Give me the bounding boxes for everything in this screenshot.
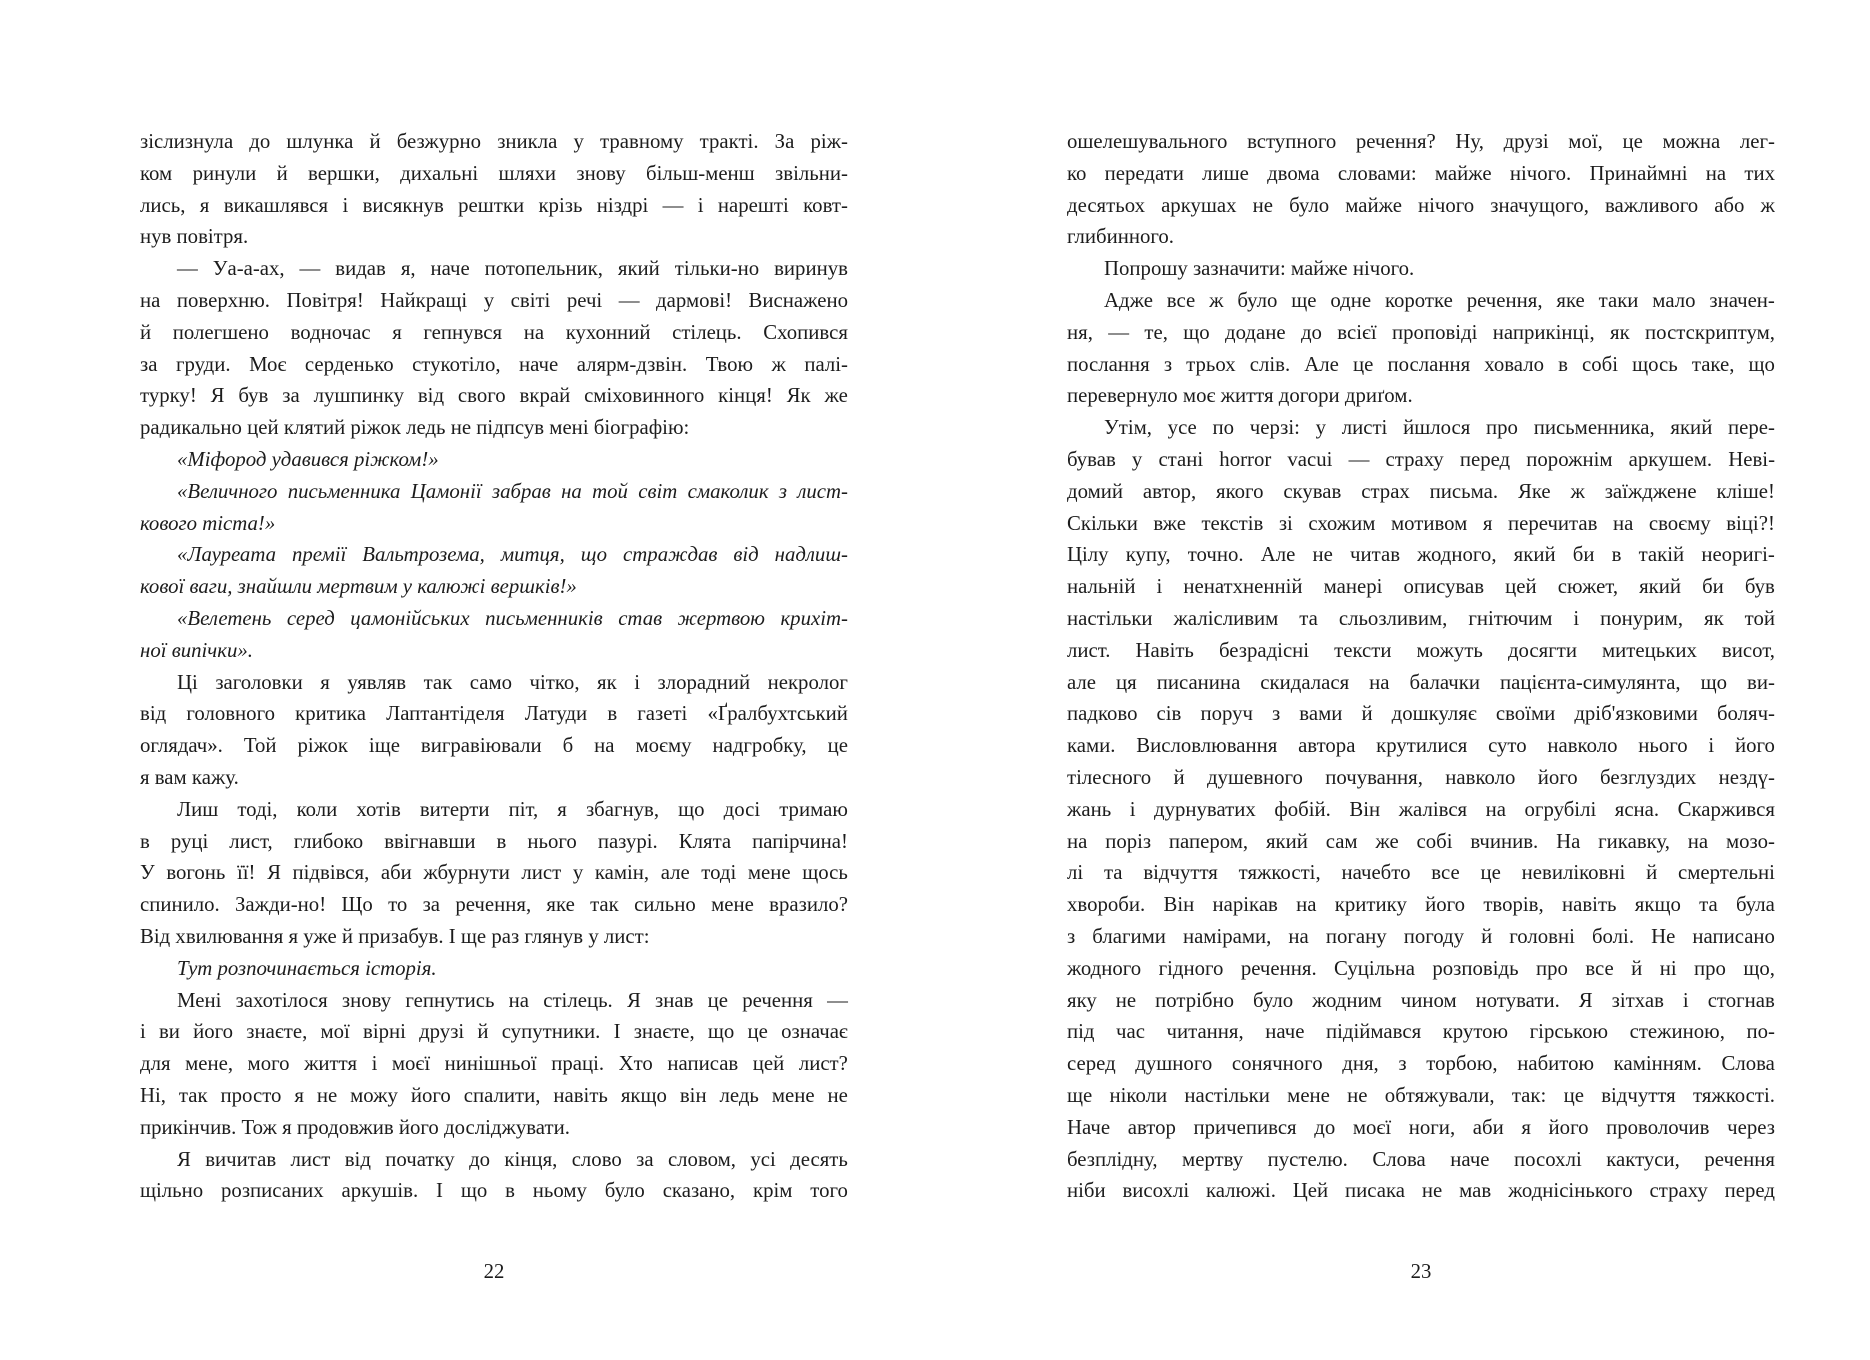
text-line: турку! Я був за лушпинку від свого вкрай сміховинного кінця! Як же [140, 384, 848, 408]
text-line: кового тіста!» [140, 511, 276, 535]
text-line: кової ваги, знайшли мертвим у калюжі вершків!» [140, 575, 577, 599]
text-line: Тут розпочинається історія. [177, 956, 437, 980]
text-line: послання з трьох слів. Але це послання ховало в собі щось таке, що [1067, 352, 1775, 376]
text-line: й полегшено водночас я гепнувся на кухонний стілець. Схопився [140, 320, 848, 344]
text-line: в руці лист, глибоко ввігнавши в нього пазурі. Клята папірчина! [140, 829, 848, 853]
text-line: ком ринули й вершки, дихальні шляхи знову більш-менш звільни- [140, 161, 848, 185]
text-line: ще ніколи настільки мене не обтяжували, так: це відчуття тяжкості. [1067, 1083, 1775, 1107]
text-line: «Міфород удавився ріжком!» [177, 447, 439, 471]
text-line: Утім, усе по черзі: у листі йшлося про письменника, який пере- [1104, 416, 1775, 440]
text-line: жодного гідного речення. Суцільна розповідь про все й ні про що, [1067, 956, 1775, 980]
text-line: Ці заголовки я уявляв так само чітко, як і злорадний некролог [177, 670, 848, 694]
text-line: для мене, мого життя і моєї нинішньої праці. Хто написав цей лист? [140, 1052, 848, 1076]
text-line: «Величного письменника Цамонії забрав на той світ смаколик з лист- [177, 479, 848, 503]
text-line: ками. Висловлювання автора крутилися суто навколо нього і його [1067, 734, 1775, 758]
text-line: Адже все ж було ще одне коротке речення, яке таки мало значен- [1104, 288, 1775, 312]
text-line: безплідну, мертву пустелю. Слова наче посохлі кактуси, речення [1067, 1147, 1775, 1171]
left-page-text [140, 126, 848, 1207]
text-line: десятьох аркушах не було майже нічого значущого, важливого або ж [1067, 193, 1775, 217]
right-page [1067, 126, 1775, 1283]
text-line: щільно розписаних аркушів. І що в ньому було сказано, крім того [140, 1179, 848, 1203]
text-line: Цілу купу, точно. Але не читав жодного, який би в такій неоригі- [1067, 543, 1775, 567]
right-page-text [1067, 126, 1775, 1207]
text-line: — Уа-а-ах, — видав я, наче потопельник, який тільки-но виринув [177, 257, 848, 281]
text-line: Наче автор причепився до моєї ноги, аби я його проволочив через [1067, 1115, 1775, 1139]
text-line: яку не потрібно було жодним чином нотувати. Я зітхав і стогнав [1067, 988, 1775, 1012]
text-line: зіслизнула до шлунка й безжурно зникла у травному тракті. За ріж- [140, 130, 848, 153]
text-line: «Лауреата премії Вальтрозема, митця, що страждав від надлиш- [177, 543, 848, 567]
text-line: перевернуло моє життя догори дриґом. [1067, 384, 1413, 408]
page-number-left: 22 [483, 1260, 505, 1283]
text-line: Скільки вже текстів зі схожим мотивом я перечитав на своєму віці?! [1067, 511, 1775, 535]
text-line: радикально цей клятий ріжок ледь не підпсув мені біографію: [140, 416, 690, 440]
page-number-right: 23 [1410, 1260, 1432, 1283]
text-line: ної випічки». [140, 638, 253, 662]
text-line: глибинного. [1067, 225, 1174, 249]
text-line: хвороби. Він нарікав на критику його творів, навіть якщо та була [1067, 893, 1775, 917]
text-line: бував у стані horror vacui — страху перед порожнім аркушем. Неві- [1067, 447, 1775, 471]
text-line: прикінчив. Тож я продовжив його досліджувати. [140, 1115, 570, 1139]
text-line: нальній і ненатхненній манері описував цей сюжет, який би був [1067, 575, 1775, 599]
text-line: жань і дурнуватих фобій. Він жалівся на огрубілі ясна. Скаржився [1067, 797, 1775, 821]
text-line: лі та відчуття тяжкості, начебто все це невиліковні й смертельні [1067, 861, 1775, 885]
text-line: серед душного сонячного дня, з торбою, набитою камінням. Слова [1067, 1052, 1775, 1076]
text-line: ніби висохлі калюжі. Цей писака не мав жоднісінького страху перед [1067, 1179, 1775, 1203]
text-line: на поверхню. Повітря! Найкращі у світі речі — дармові! Виснажено [140, 288, 848, 312]
text-line: від головного критика Лаптантіделя Латуди в газеті «Ґралбухтський [140, 702, 848, 726]
text-line: Лиш тоді, коли хотів витерти піт, я збагнув, що досі тримаю [177, 797, 848, 821]
text-line: ошелешувального вступного речення? Ну, друзі мої, це можна лег- [1067, 130, 1775, 153]
text-line: але ця писанина скидалася на балачки пацієнта-симулянта, що ви- [1067, 670, 1775, 694]
text-line: домий автор, якого скував страх письма. Яке ж заїжджене кліше! [1067, 479, 1775, 503]
text-line: на поріз папером, який сам же собі вчинив. На гикавку, на мозо- [1067, 829, 1775, 853]
text-line: Мені захотілося знову гепнутись на стілець. Я знав це речення — [177, 988, 848, 1012]
text-line: з благими намірами, на погану погоду й головні болі. Не написано [1067, 924, 1775, 948]
text-line: падково сів поруч з вами й дошкуляє своїми дріб'язковими боляч- [1067, 702, 1775, 726]
text-line: лись, я викашлявся і висякнув рештки крізь ніздрі — і нарешті ковт- [140, 193, 848, 217]
text-line: за груди. Моє серденько стукотіло, наче алярм-дзвін. Твою ж палі- [140, 352, 848, 376]
text-line: спинило. Зажди-но! Що то за речення, яке так сильно мене вразило? [140, 893, 848, 917]
text-line: ко передати лише двома словами: майже нічого. Принаймні на тих [1067, 161, 1775, 185]
text-line: тілесного й душевного почування, навколо його безглуздих нездү- [1067, 765, 1775, 789]
text-line: лист. Навіть безрадісні тексти можуть досягти митецьких висот, [1067, 638, 1775, 662]
text-line: під час читання, наче підіймався крутою гірською стежиною, по- [1067, 1020, 1775, 1044]
text-line: настільки жалісливим та сльозливим, гнітючим і понурим, як той [1067, 606, 1775, 630]
text-line: У вогонь її! Я підвівся, аби жбурнути лист у камін, але тоді мене щось [140, 861, 848, 885]
text-line: Я вичитав лист від початку до кінця, слово за словом, усі десять [177, 1147, 848, 1171]
text-line: «Велетень серед цамонійських письменників став жертвою крихіт- [177, 606, 848, 630]
left-page [140, 126, 848, 1283]
text-line: оглядач». Той ріжок іще вигравіювали б на моєму надгробку, це [140, 734, 848, 758]
text-line: Попрошу зазначити: майже нічого. [1104, 257, 1415, 281]
text-line: Від хвилювання я уже й призабув. І ще раз глянув у лист: [140, 924, 650, 948]
text-line: і ви його знаєте, мої вірні друзі й супутники. І знаєте, що це означає [140, 1020, 848, 1044]
text-line: Ні, так просто я не можу його спалити, навіть якщо він ледь мене не [140, 1083, 848, 1107]
text-line: ня, — те, що додане до всієї проповіді наприкінці, як постскриптум, [1067, 320, 1775, 344]
text-line: я вам кажу. [140, 765, 239, 789]
text-line: нув повітря. [140, 225, 249, 249]
